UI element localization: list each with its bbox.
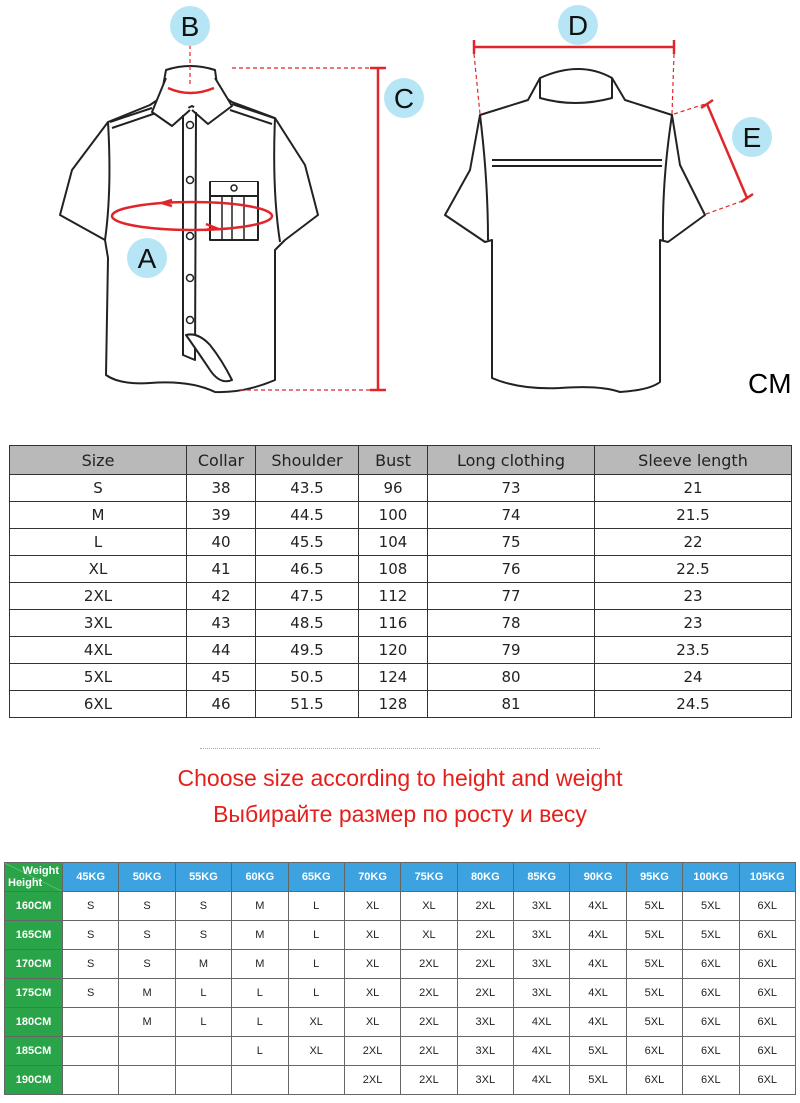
recommended-size-cell: 2XL xyxy=(401,950,457,979)
svg-text:B: B xyxy=(180,11,200,42)
size-table-row xyxy=(10,691,792,718)
recommended-size-cell: L xyxy=(288,979,344,1008)
weight-column-header: 100KG xyxy=(683,863,739,892)
recommended-size-cell xyxy=(63,1066,119,1095)
size-table-cell: 22 xyxy=(595,529,792,556)
size-table-cell: 43.5 xyxy=(256,475,359,502)
size-table-cell: 74 xyxy=(428,502,595,529)
recommended-size-cell: S xyxy=(63,892,119,921)
recommended-size-cell: L xyxy=(232,979,288,1008)
size-table-cell: 48.5 xyxy=(256,610,359,637)
recommended-size-cell: 4XL xyxy=(514,1037,570,1066)
size-table-header-row xyxy=(10,446,792,475)
recommended-size-cell: 6XL xyxy=(739,1008,796,1037)
recommended-size-cell: 4XL xyxy=(570,921,626,950)
size-table-cell: 100 xyxy=(359,502,428,529)
label-c xyxy=(384,78,424,118)
recommended-size-cell: M xyxy=(232,892,288,921)
weight-column-header: 85KG xyxy=(514,863,570,892)
size-table-cell: 46.5 xyxy=(256,556,359,583)
recommended-size-cell: S xyxy=(63,921,119,950)
label-b xyxy=(170,6,210,46)
recommended-size-cell: XL xyxy=(344,950,400,979)
size-table-cell: 96 xyxy=(359,475,428,502)
size-table-cell: 120 xyxy=(359,637,428,664)
weight-column-header: 95KG xyxy=(626,863,682,892)
shirt-measurement-diagram xyxy=(0,0,800,410)
recommended-size-cell: L xyxy=(288,950,344,979)
svg-text:E: E xyxy=(742,122,762,153)
recommended-size-cell: 2XL xyxy=(401,1037,457,1066)
long-clothing-column-header: Long clothing xyxy=(428,446,595,475)
weight-column-header: 80KG xyxy=(457,863,513,892)
shoulder-column-header: Shoulder xyxy=(256,446,359,475)
recommended-size-cell: 2XL xyxy=(457,979,513,1008)
recommended-size-cell: 5XL xyxy=(683,921,739,950)
recommended-size-cell: 3XL xyxy=(457,1037,513,1066)
recommended-size-cell xyxy=(119,1066,175,1095)
recommended-size-cell: 6XL xyxy=(739,921,796,950)
size-chart-table xyxy=(9,445,792,718)
recommended-size-cell: 6XL xyxy=(683,979,739,1008)
recommended-size-cell: XL xyxy=(401,921,457,950)
size-table-cell: 38 xyxy=(187,475,256,502)
recommended-size-cell: 6XL xyxy=(683,1037,739,1066)
recommended-size-cell: 3XL xyxy=(514,950,570,979)
recommended-size-cell: 4XL xyxy=(570,892,626,921)
size-table-cell: 76 xyxy=(428,556,595,583)
recommended-size-cell xyxy=(63,1037,119,1066)
recommended-size-cell: XL xyxy=(344,892,400,921)
collar-column-header: Collar xyxy=(187,446,256,475)
headline-english: Choose size according to height and weight xyxy=(177,765,623,791)
size-table-cell: 75 xyxy=(428,529,595,556)
headline-russian: Выбирайте размер по росту и весу xyxy=(213,801,587,827)
recommended-size-cell: 2XL xyxy=(344,1066,400,1095)
recommended-size-cell: 2XL xyxy=(457,921,513,950)
recommended-size-cell: L xyxy=(175,979,231,1008)
size-table-cell: 80 xyxy=(428,664,595,691)
weight-column-header: 45KG xyxy=(63,863,119,892)
size-table-cell: 24.5 xyxy=(595,691,792,718)
recommended-size-cell: 5XL xyxy=(570,1066,626,1095)
recommended-size-cell: M xyxy=(232,950,288,979)
size-table-cell: 4XL xyxy=(10,637,187,664)
recommended-size-cell: 5XL xyxy=(626,1008,682,1037)
size-table-cell: 81 xyxy=(428,691,595,718)
recommended-size-cell: S xyxy=(119,892,175,921)
weight-column-header: 50KG xyxy=(119,863,175,892)
size-table-cell: 46 xyxy=(187,691,256,718)
height-row-header: 170CM xyxy=(5,950,63,979)
recommended-size-cell: 2XL xyxy=(457,892,513,921)
corner-weight-label: Weight xyxy=(22,865,59,877)
recommended-size-cell: XL xyxy=(288,1037,344,1066)
size-table-cell: 45.5 xyxy=(256,529,359,556)
weight-column-header: 65KG xyxy=(288,863,344,892)
size-table-cell: XL xyxy=(10,556,187,583)
recommended-size-cell xyxy=(175,1037,231,1066)
dotted-separator xyxy=(200,748,600,751)
size-table-cell: 43 xyxy=(187,610,256,637)
size-table-cell: 5XL xyxy=(10,664,187,691)
size-table-cell: 45 xyxy=(187,664,256,691)
recommended-size-cell: 5XL xyxy=(626,892,682,921)
height-row xyxy=(5,892,796,921)
weight-column-header: 60KG xyxy=(232,863,288,892)
size-table-cell: 79 xyxy=(428,637,595,664)
recommended-size-cell: 6XL xyxy=(739,1066,796,1095)
size-table-cell: 116 xyxy=(359,610,428,637)
height-row-header: 160CM xyxy=(5,892,63,921)
height-row xyxy=(5,1008,796,1037)
weight-column-header: 75KG xyxy=(401,863,457,892)
recommended-size-cell: 3XL xyxy=(457,1008,513,1037)
recommended-size-cell: XL xyxy=(288,1008,344,1037)
recommended-size-cell: 2XL xyxy=(401,1008,457,1037)
recommended-size-cell: 2XL xyxy=(457,950,513,979)
size-table-cell: 21 xyxy=(595,475,792,502)
size-table-cell: 124 xyxy=(359,664,428,691)
height-row xyxy=(5,950,796,979)
recommended-size-cell: S xyxy=(175,921,231,950)
size-table-row xyxy=(10,502,792,529)
recommended-size-cell: S xyxy=(63,950,119,979)
recommended-size-cell: 4XL xyxy=(514,1066,570,1095)
recommended-size-cell xyxy=(119,1037,175,1066)
label-e xyxy=(732,117,772,157)
recommended-size-cell: XL xyxy=(344,1008,400,1037)
recommended-size-cell xyxy=(63,1008,119,1037)
size-table-cell: 128 xyxy=(359,691,428,718)
height-row xyxy=(5,1066,796,1095)
recommended-size-cell: 3XL xyxy=(457,1066,513,1095)
recommended-size-cell: 6XL xyxy=(739,1037,796,1066)
recommended-size-cell: S xyxy=(63,979,119,1008)
recommended-size-cell: M xyxy=(119,1008,175,1037)
height-row xyxy=(5,921,796,950)
weight-column-header: 55KG xyxy=(175,863,231,892)
table-corner-cell xyxy=(5,863,63,892)
size-table-cell: 108 xyxy=(359,556,428,583)
svg-text:C: C xyxy=(393,83,415,114)
recommended-size-cell: XL xyxy=(344,979,400,1008)
size-table-cell: 41 xyxy=(187,556,256,583)
recommended-size-cell: 5XL xyxy=(626,979,682,1008)
recommended-size-cell: 2XL xyxy=(344,1037,400,1066)
size-table-cell: 23 xyxy=(595,583,792,610)
recommended-size-cell: L xyxy=(288,921,344,950)
size-table-cell: 24 xyxy=(595,664,792,691)
recommended-size-cell: 2XL xyxy=(401,1066,457,1095)
recommended-size-cell: 6XL xyxy=(739,950,796,979)
recommended-size-cell: XL xyxy=(401,892,457,921)
recommended-size-cell: 4XL xyxy=(514,1008,570,1037)
size-table-row xyxy=(10,583,792,610)
recommended-size-cell: M xyxy=(232,921,288,950)
size-column-header: Size xyxy=(10,446,187,475)
svg-text:D: D xyxy=(567,10,589,41)
recommended-size-cell: XL xyxy=(344,921,400,950)
recommended-size-cell xyxy=(288,1066,344,1095)
recommended-size-cell: S xyxy=(119,950,175,979)
height-row-header: 165CM xyxy=(5,921,63,950)
size-table-cell: 6XL xyxy=(10,691,187,718)
size-table-row xyxy=(10,610,792,637)
recommended-size-cell: 3XL xyxy=(514,921,570,950)
size-table-cell: 77 xyxy=(428,583,595,610)
recommended-size-cell: 6XL xyxy=(739,979,796,1008)
size-table-cell: 78 xyxy=(428,610,595,637)
size-table-cell: 44.5 xyxy=(256,502,359,529)
recommended-size-cell: 2XL xyxy=(401,979,457,1008)
recommended-size-cell: L xyxy=(232,1037,288,1066)
recommended-size-cell: 6XL xyxy=(683,1066,739,1095)
recommended-size-cell: 5XL xyxy=(626,921,682,950)
recommended-size-cell: 6XL xyxy=(626,1066,682,1095)
recommended-size-cell: 3XL xyxy=(514,979,570,1008)
size-table-row xyxy=(10,637,792,664)
svg-text:A: A xyxy=(137,243,157,274)
weight-column-header: 70KG xyxy=(344,863,400,892)
recommended-size-cell: 3XL xyxy=(514,892,570,921)
recommended-size-cell: 6XL xyxy=(683,1008,739,1037)
recommended-size-cell: 6XL xyxy=(683,950,739,979)
size-table-row xyxy=(10,529,792,556)
size-table-cell: 39 xyxy=(187,502,256,529)
recommended-size-cell: 6XL xyxy=(739,892,796,921)
label-d xyxy=(558,5,598,45)
height-row xyxy=(5,979,796,1008)
height-row xyxy=(5,1037,796,1066)
size-table-cell: 47.5 xyxy=(256,583,359,610)
recommended-size-cell: S xyxy=(175,892,231,921)
recommended-size-cell: 5XL xyxy=(570,1037,626,1066)
size-table-cell: 22.5 xyxy=(595,556,792,583)
size-table-row xyxy=(10,475,792,502)
size-table-cell: 3XL xyxy=(10,610,187,637)
recommended-size-cell: 6XL xyxy=(626,1037,682,1066)
height-row-header: 175CM xyxy=(5,979,63,1008)
height-row-header: 190CM xyxy=(5,1066,63,1095)
size-table-cell: 23.5 xyxy=(595,637,792,664)
size-table-cell: 50.5 xyxy=(256,664,359,691)
size-table-cell: 42 xyxy=(187,583,256,610)
size-table-cell: 49.5 xyxy=(256,637,359,664)
size-table-cell: 112 xyxy=(359,583,428,610)
recommended-size-cell: 4XL xyxy=(570,950,626,979)
size-table-cell: 2XL xyxy=(10,583,187,610)
recommended-size-cell: 5XL xyxy=(626,950,682,979)
recommended-size-cell xyxy=(232,1066,288,1095)
size-table-cell: L xyxy=(10,529,187,556)
weight-header-row xyxy=(5,863,796,892)
recommended-size-cell: M xyxy=(119,979,175,1008)
size-table-cell: 44 xyxy=(187,637,256,664)
recommended-size-cell: L xyxy=(232,1008,288,1037)
corner-height-label: Height xyxy=(8,877,43,889)
size-table-cell: 23 xyxy=(595,610,792,637)
recommended-size-cell: L xyxy=(288,892,344,921)
size-table-cell: 21.5 xyxy=(595,502,792,529)
recommended-size-cell: M xyxy=(175,950,231,979)
height-weight-table xyxy=(4,862,796,1095)
height-row-header: 185CM xyxy=(5,1037,63,1066)
recommended-size-cell: L xyxy=(175,1008,231,1037)
recommended-size-cell xyxy=(175,1066,231,1095)
size-table-cell: M xyxy=(10,502,187,529)
height-row-header: 180CM xyxy=(5,1008,63,1037)
size-table-cell: S xyxy=(10,475,187,502)
size-table-row xyxy=(10,664,792,691)
label-a xyxy=(127,238,167,278)
unit-label: CM xyxy=(748,368,792,399)
size-table-cell: 73 xyxy=(428,475,595,502)
back-shirt xyxy=(445,69,705,392)
size-table-row xyxy=(10,556,792,583)
recommended-size-cell: 4XL xyxy=(570,1008,626,1037)
size-table-cell: 104 xyxy=(359,529,428,556)
weight-column-header: 90KG xyxy=(570,863,626,892)
weight-column-header: 105KG xyxy=(739,863,796,892)
recommended-size-cell: 4XL xyxy=(570,979,626,1008)
recommended-size-cell: 5XL xyxy=(683,892,739,921)
bust-column-header: Bust xyxy=(359,446,428,475)
sleeve-length-column-header: Sleeve length xyxy=(595,446,792,475)
size-table-cell: 40 xyxy=(187,529,256,556)
size-table-cell: 51.5 xyxy=(256,691,359,718)
recommended-size-cell: S xyxy=(119,921,175,950)
